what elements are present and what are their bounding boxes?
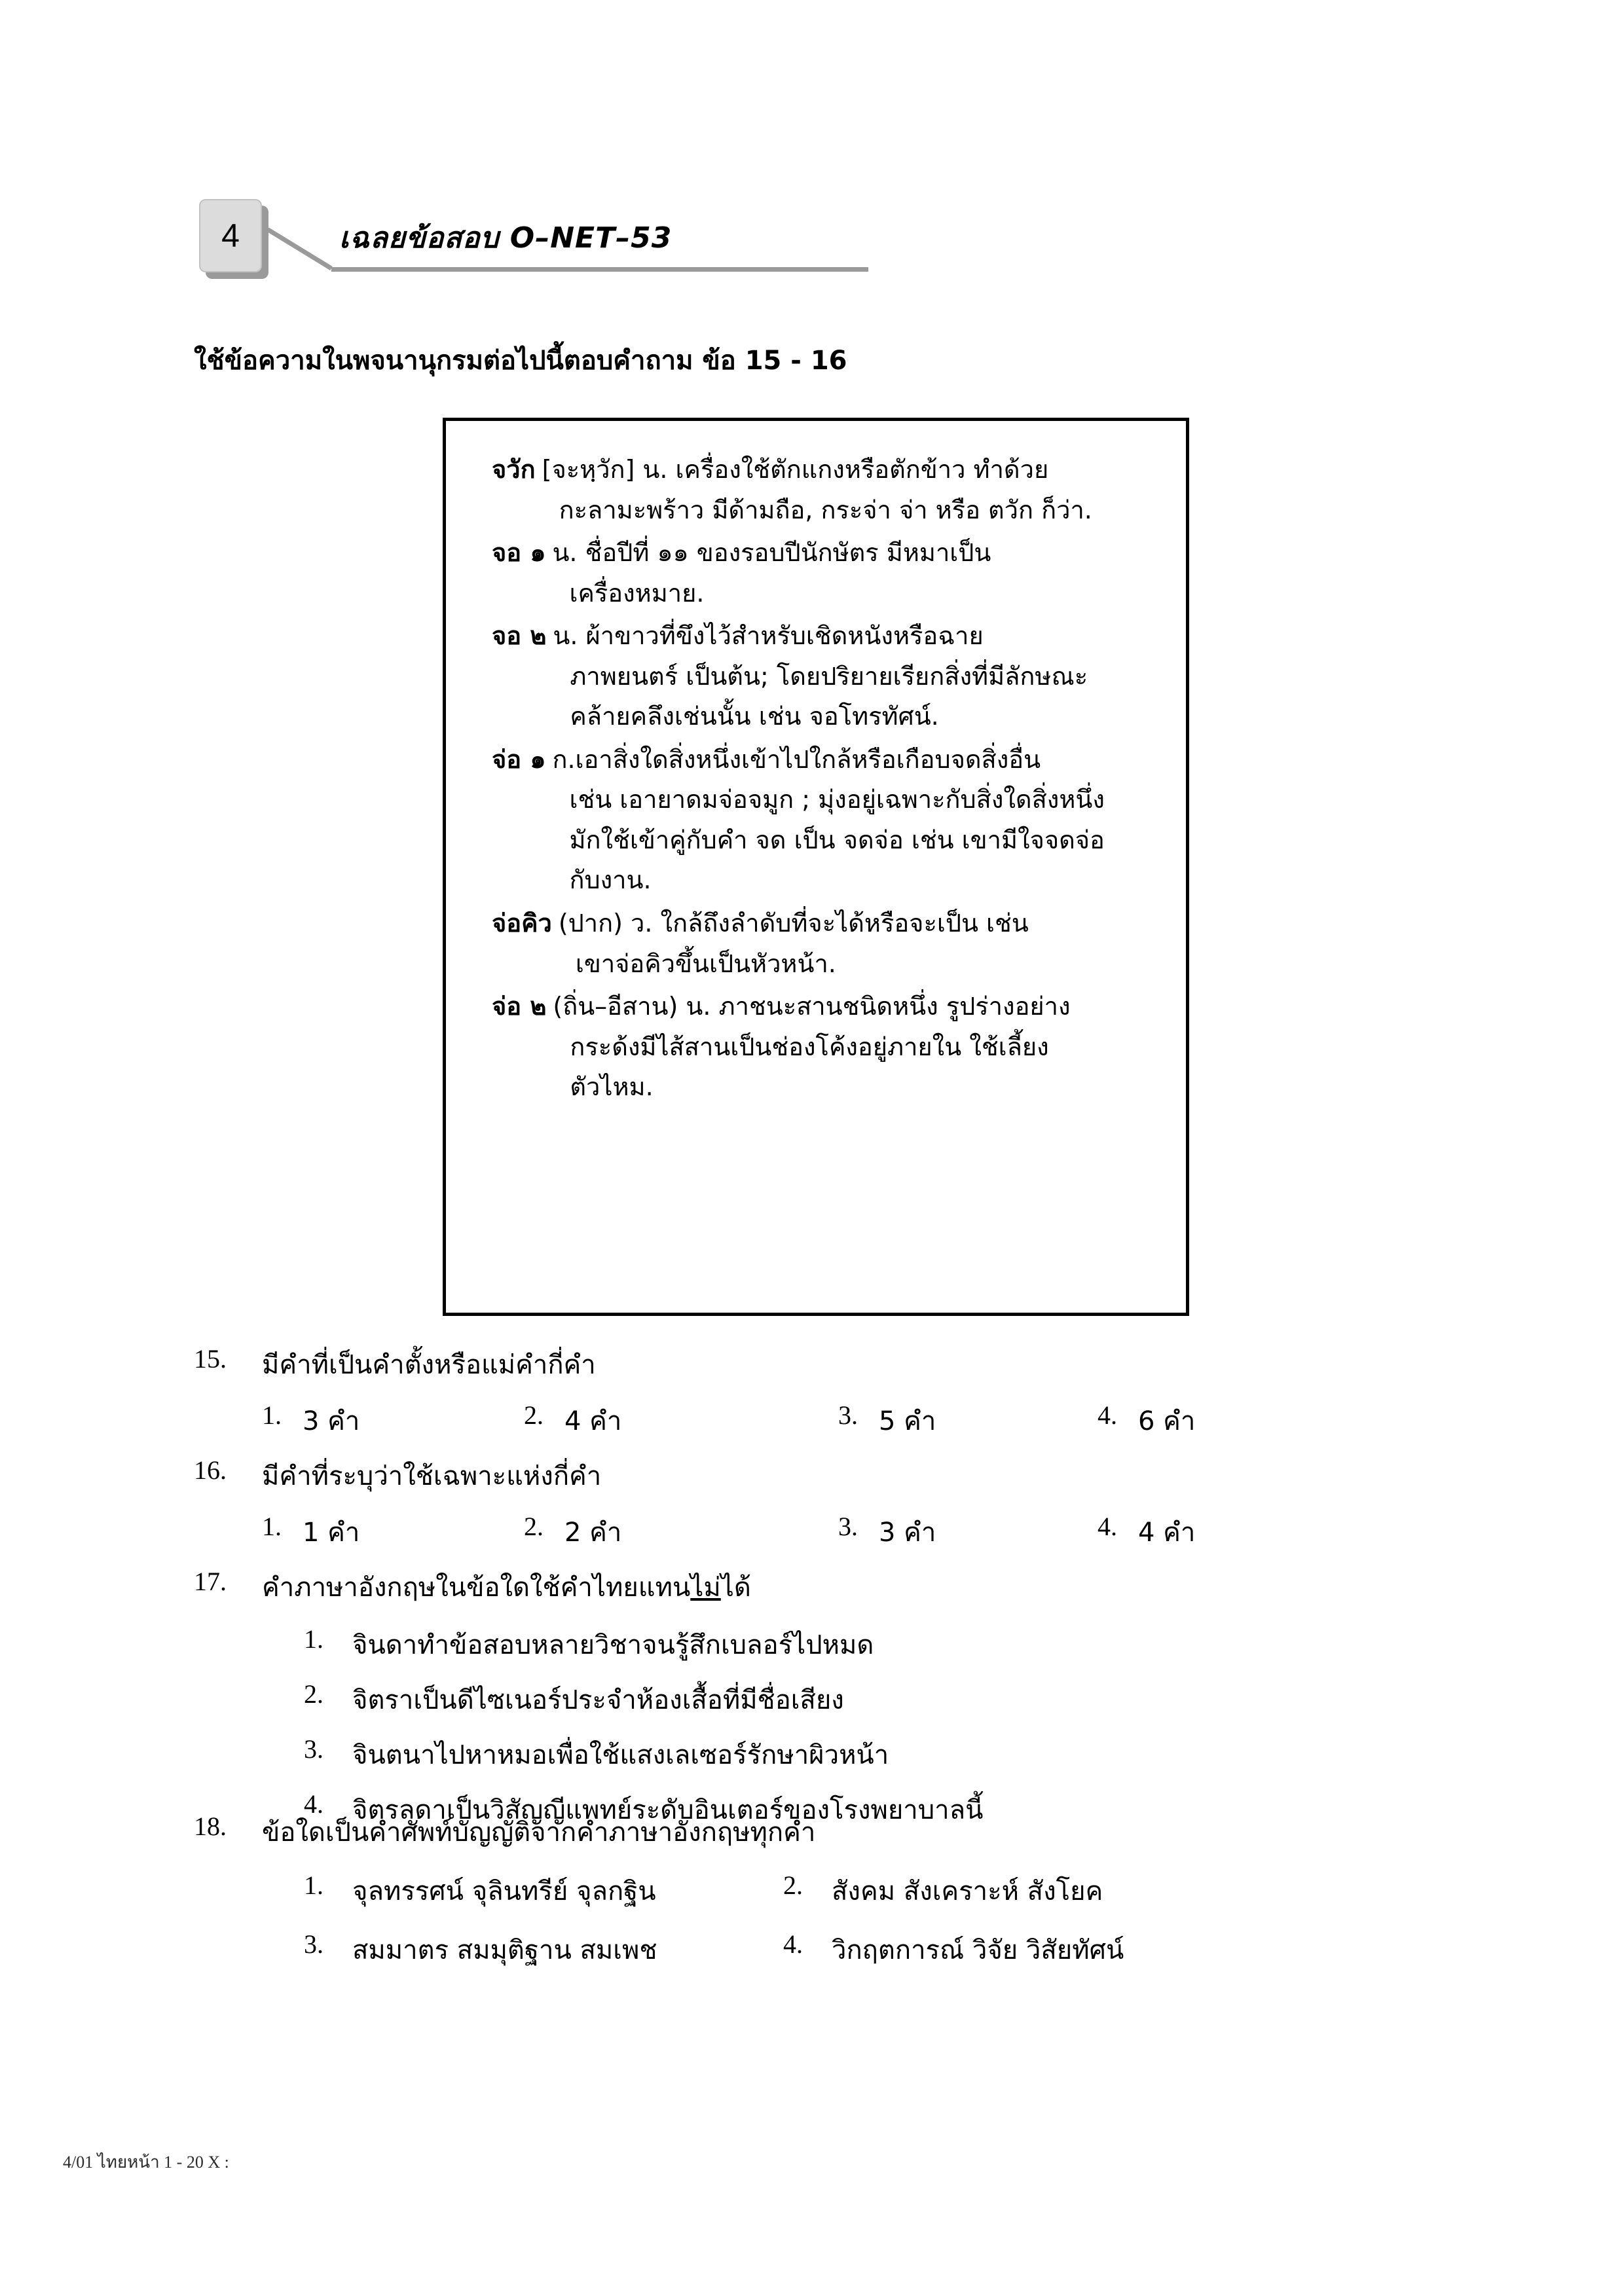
- option-number: 4.: [1098, 1512, 1117, 1541]
- definition-line: คล้ายคลึงเช่นนั้น เช่น จอโทรทัศน์.: [570, 702, 939, 731]
- option-label: จิตราเป็นดีไซเนอร์ประจำห้องเสื้อที่มีชื่อเสียง: [352, 1685, 844, 1715]
- question-stem: มีคำที่เป็นคำตั้งหรือแม่คำกี่คำ: [262, 1350, 596, 1380]
- option-label: 2 คำ: [564, 1518, 622, 1548]
- definition-line: กระด้งมีไส้สานเป็นช่องโค้งอยู่ภายใน ใช้เลี้ยง: [570, 1032, 1049, 1061]
- option-label: วิกฤตการณ์ วิจัย วิสัยทัศน์: [832, 1935, 1124, 1965]
- definition-line: เครื่องหมาย.: [569, 578, 705, 608]
- option-label: 1 คำ: [303, 1518, 360, 1548]
- dictionary-entry: [492, 533, 1168, 613]
- definition-line: เช่น เอายาดมจ่อจมูก ; มุ่งอยู่เฉพาะกับสิ่งใดสิ่งหนึ่ง: [569, 785, 1105, 814]
- option-number: 3.: [304, 1734, 323, 1764]
- dictionary-headword: จอ ๒: [492, 621, 547, 651]
- page-header: [196, 196, 1441, 275]
- option-number: 4.: [1098, 1400, 1117, 1430]
- dictionary-definition: [552, 533, 991, 613]
- dictionary-headword: จ่อ ๒: [492, 992, 547, 1021]
- question-number: 15.: [194, 1344, 227, 1374]
- option-label: จุลทรรศน์ จุลินทรีย์ จุลกฐิน: [352, 1876, 656, 1906]
- dictionary-entry: [492, 740, 1168, 901]
- header-horizontal-rule: [331, 267, 868, 272]
- option-number: 2.: [304, 1679, 323, 1709]
- option-number: 3.: [304, 1929, 323, 1959]
- dictionary-headword: จ่อคิว: [492, 909, 552, 938]
- question-stem-emphasis: ไม่: [690, 1573, 721, 1603]
- option-number: 1.: [262, 1400, 282, 1430]
- dictionary-headword: จอ ๑: [492, 538, 546, 568]
- definition-line: น. ผ้าขาวที่ขึงไว้สำหรับเชิดหนังหรือฉาย: [553, 621, 984, 651]
- header-title: เฉลยข้อสอบ O–NET–53: [339, 221, 673, 255]
- question-number: 17.: [194, 1567, 227, 1596]
- question-stem: [262, 1566, 751, 1608]
- question-stem-post: ได้: [720, 1573, 751, 1603]
- page-number-label: 4: [221, 217, 240, 254]
- definition-line: เขาจ่อคิวขึ้นเป็นหัวหน้า.: [575, 949, 836, 978]
- option-number: 1.: [262, 1512, 282, 1541]
- option-label: 4 คำ: [564, 1406, 622, 1436]
- option-label: สมมาตร สมมุติฐาน สมเพช: [352, 1935, 657, 1965]
- question-number: 18.: [194, 1812, 227, 1841]
- definition-line: กับงาน.: [569, 866, 652, 895]
- definition-line: (ถิ่น–อีสาน) น. ภาชนะสานชนิดหนึ่ง รูปร่างอย่าง: [553, 992, 1071, 1021]
- page-number-tab: [199, 199, 262, 272]
- option-label: 5 คำ: [879, 1406, 936, 1436]
- option-number: 4.: [783, 1929, 803, 1959]
- option-number: 1.: [304, 1870, 323, 1900]
- definition-line: กะลามะพร้าว มีด้ามถือ, กระจ่า จ่า หรือ ตวัก ก็ว่า.: [559, 495, 1092, 524]
- page-footer: 4/01 ไทยหน้า 1 - 20 X :: [63, 2153, 229, 2172]
- dictionary-definition: [553, 987, 1070, 1108]
- option-number: 3.: [838, 1512, 858, 1541]
- dictionary-definition: [559, 903, 1029, 984]
- dictionary-definition: [552, 740, 1104, 901]
- dictionary-headword: จวัก: [492, 455, 536, 484]
- dictionary-definition: [553, 616, 1088, 737]
- dictionary-entries: [492, 450, 1168, 1110]
- option-label: จินดาทำข้อสอบหลายวิชาจนรู้สึกเบลอร์ไปหมด: [352, 1630, 874, 1660]
- option-number: 1.: [304, 1624, 323, 1654]
- option-number: 4.: [304, 1789, 323, 1819]
- question-number: 16.: [194, 1455, 227, 1485]
- option-label: 3 คำ: [879, 1518, 936, 1548]
- dictionary-definition: [542, 450, 1092, 530]
- definition-line: ก.เอาสิ่งใดสิ่งหนึ่งเข้าไปใกล้หรือเกือบจดสิ่งอื่น: [552, 744, 1041, 774]
- option-label: สังคม สังเคราะห์ สังโยค: [832, 1876, 1103, 1906]
- option-number: 3.: [838, 1400, 858, 1430]
- option-label: จินตนาไปหาหมอเพื่อใช้แสงเลเซอร์รักษาผิวหน้า: [352, 1740, 889, 1770]
- question-stem: มีคำที่ระบุว่าใช้เฉพาะแห่งกี่คำ: [262, 1461, 602, 1491]
- dictionary-entry: [492, 450, 1168, 530]
- option-label: 4 คำ: [1138, 1518, 1196, 1548]
- option-row: [194, 1511, 1412, 1550]
- dictionary-entry: [492, 903, 1168, 984]
- question-stem: ข้อใดเป็นคำศัพท์บัญญัติจากคำภาษาอังกฤษทุกคำ: [262, 1817, 816, 1848]
- dictionary-excerpt-box: [443, 418, 1189, 1316]
- option-label: 3 คำ: [303, 1406, 360, 1436]
- definition-line: ภาพยนตร์ เป็นต้น; โดยปริยายเรียกสิ่งที่มีลักษณะ: [570, 661, 1088, 691]
- instruction-text: ใช้ข้อความในพจนานุกรมต่อไปนี้ตอบคำถาม ข้อ 15 - 16: [194, 346, 847, 376]
- definition-line: มักใช้เข้าคู่กับคำ จด เป็น จดจ่อ เช่น เขามีใจจดจ่อ: [569, 825, 1105, 854]
- option-number: 2.: [783, 1870, 803, 1900]
- option-row: [194, 1400, 1412, 1439]
- option-number: 2.: [524, 1400, 544, 1430]
- dictionary-entry: [492, 987, 1168, 1108]
- definition-line: ตัวไหม.: [570, 1072, 654, 1102]
- option-label: 6 คำ: [1138, 1406, 1196, 1436]
- definition-line: (ปาก) ว. ใกล้ถึงลำดับที่จะได้หรือจะเป็น เช่น: [558, 909, 1029, 938]
- definition-line: น. ชื่อปีที่ ๑๑ ของรอบปีนักษัตร มีหมาเป็น: [552, 538, 991, 568]
- definition-line: [จะหฺวัก] น. เครื่องใช้ตักแกงหรือตักข้าว ทำด้วย: [542, 455, 1049, 484]
- option-number: 2.: [524, 1512, 544, 1541]
- dictionary-headword: จ่อ ๑: [492, 744, 546, 774]
- question-stem-pre: คำภาษาอังกฤษในข้อใดใช้คำไทยแทน: [262, 1573, 691, 1603]
- header-slant-rule: [266, 228, 334, 271]
- dictionary-entry: [492, 616, 1168, 737]
- option-label: จิตรลดาเป็นวิสัญญีแพทย์ระดับอินเตอร์ของโรงพยาบาลนี้: [352, 1795, 984, 1825]
